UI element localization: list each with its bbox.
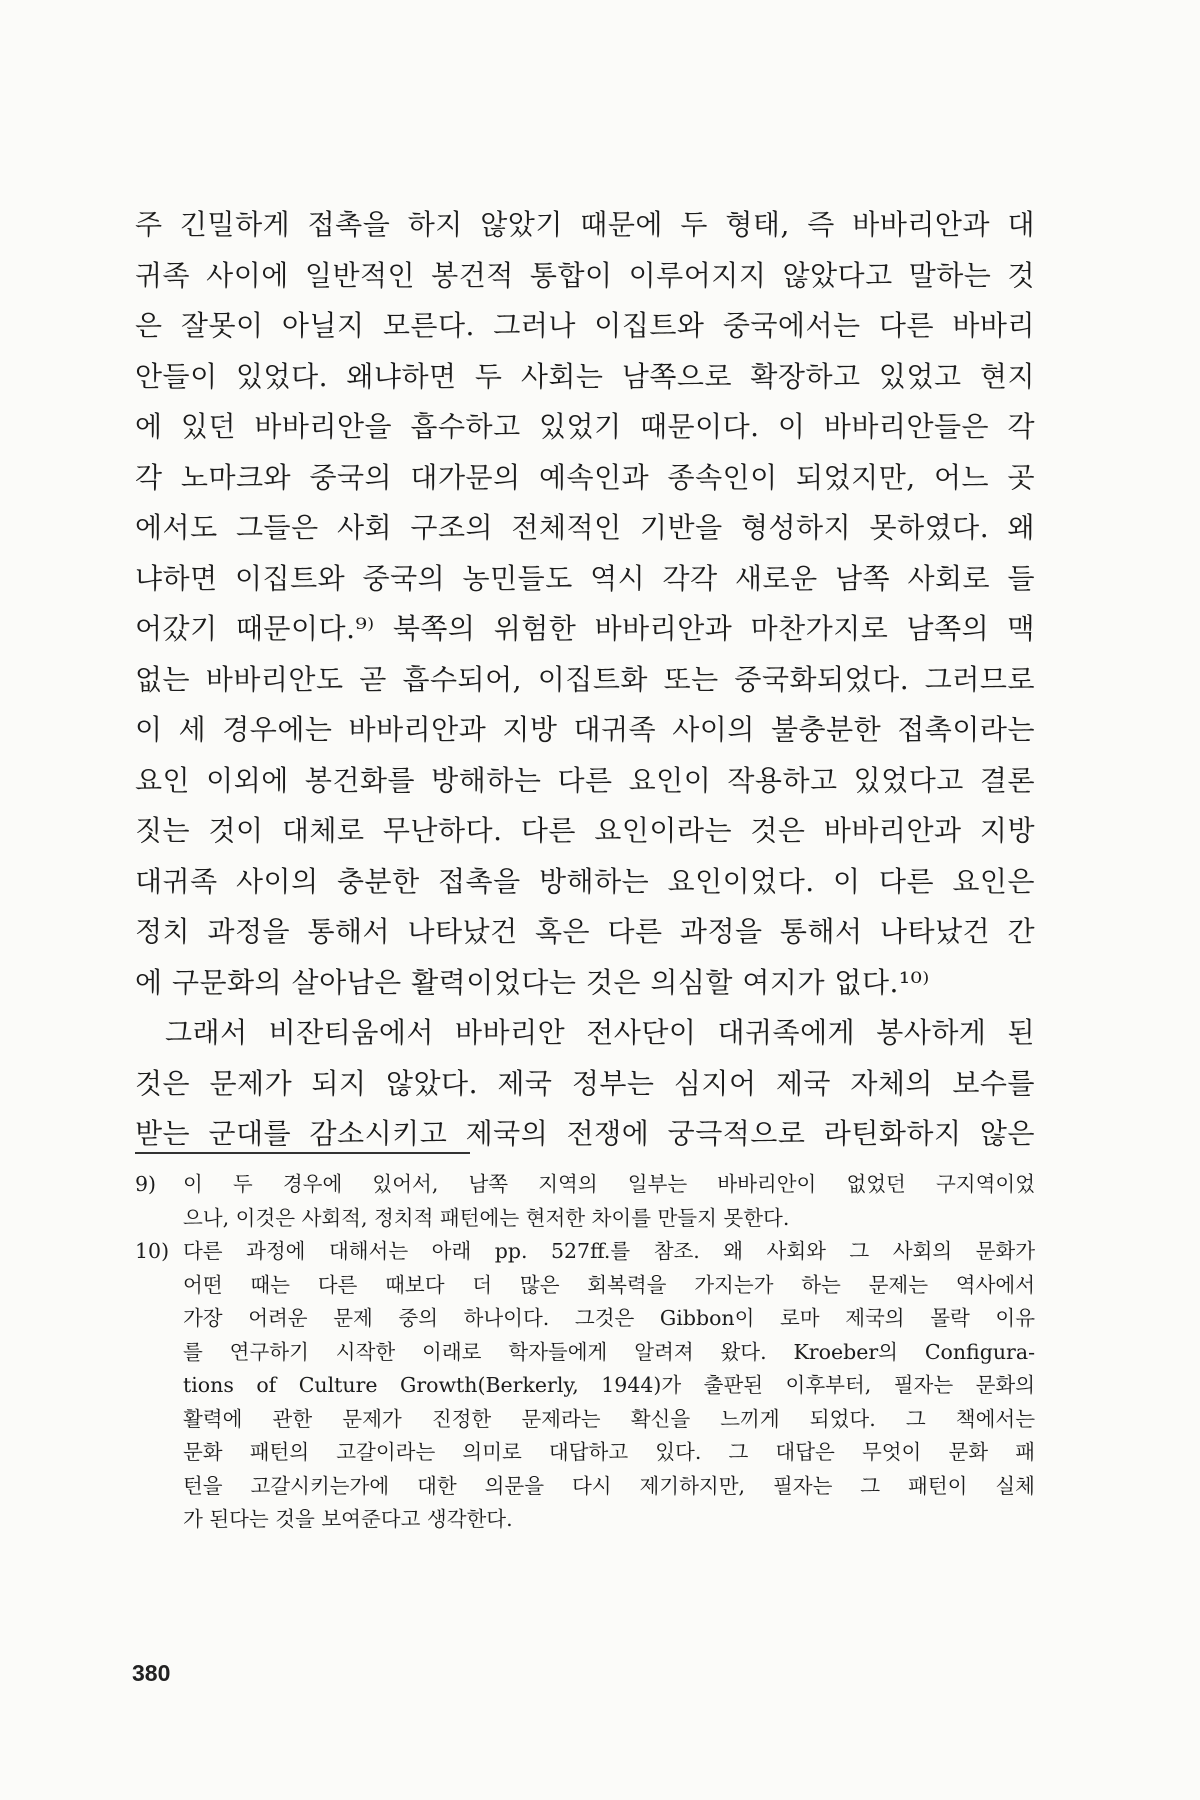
footnote-10-line xyxy=(135,1235,1035,1269)
text-line: 이 세 경우에는 바바리안과 지방 대귀족 사이의 불충분한 접촉이라는 xyxy=(135,713,1035,746)
footnote-9-text: 으나, 이것은 사회적, 정치적 패턴에는 현저한 차이를 만들지 못한다. xyxy=(183,1205,790,1230)
text-line: 에 있던 바바리안을 흡수하고 있었기 때문이다. 이 바바리안들은 각 xyxy=(135,410,1035,443)
text-line: 각 노마크와 중국의 대가문의 예속인과 종속인이 되었지만, 어느 곳 xyxy=(135,460,1035,494)
text-line: 안들이 있었다. 왜냐하면 두 사회는 남쪽으로 확장하고 있었고 현지 xyxy=(135,359,1035,393)
text-line: 받는 군대를 감소시키고 제국의 전쟁에 궁극적으로 라틴화하지 않은 xyxy=(135,1117,1035,1150)
text-line: 은 잘못이 아닐지 모른다. 그러나 이집트와 중국에서는 다른 바바리 xyxy=(135,309,1035,342)
footnote-10-text: 다른 과정에 대해서는 아래 pp. 527ff.를 참조. 왜 사회와 그 사회의 문화가 xyxy=(183,1239,1035,1263)
footnote-10-text: 활력에 관한 문제가 진정한 문제라는 확신을 느끼게 되었다. 그 책에서는 xyxy=(183,1406,1035,1431)
text-line: 것은 문제가 되지 않았다. 제국 정부는 심지어 제국 자체의 보수를 xyxy=(135,1066,1035,1100)
footnote-10-text: 가장 어려운 문제 중의 하나이다. 그것은 Gibbon이 로마 제국의 몰락 이유 xyxy=(183,1306,1035,1330)
text-line: 대귀족 사이의 충분한 접촉을 방해하는 요인이었다. 이 다른 요인은 xyxy=(135,864,1035,898)
paragraph-start-line: 그래서 비잔티움에서 바바리안 전사단이 대귀족에게 봉사하게 된 xyxy=(165,1016,1035,1049)
text-line: 없는 바바리안도 곧 흡수되어, 이집트화 또는 중국화되었다. 그러므로 xyxy=(135,662,1035,696)
footnote-9-label: 9) xyxy=(135,1172,157,1196)
text-line: 어갔기 때문이다.⁹⁾ 북쪽의 위험한 바바리안과 마찬가지로 남쪽의 맥 xyxy=(135,612,1035,645)
text-line: 주 긴밀하게 접촉을 하지 않았기 때문에 두 형태, 즉 바바리안과 대 xyxy=(135,208,1035,241)
main-text xyxy=(135,200,1035,1160)
footnote-10-text: 턴을 고갈시키는가에 대한 의문을 다시 제기하지만, 필자는 그 패턴이 실체 xyxy=(183,1473,1035,1498)
footnote-10-text: 어떤 때는 다른 때보다 더 많은 회복력을 가지는가 하는 문제는 역사에서 xyxy=(183,1272,1035,1297)
text-line: 정치 과정을 통해서 나타났건 혹은 다른 과정을 통해서 나타났건 간 xyxy=(135,915,1035,948)
footnote-10-label: 10) xyxy=(135,1239,170,1263)
page-number: 380 xyxy=(132,1660,171,1686)
text-line: 요인 이외에 봉건화를 방해하는 다른 요인이 작용하고 있었다고 결론 xyxy=(135,763,1035,797)
text-line: 귀족 사이에 일반적인 봉건적 통합이 이루어지지 않았다고 말하는 것 xyxy=(135,258,1035,292)
footnote-10-text: tions of Culture Growth(Berkerly, 1944)가 출판된 이후부터, 필자는 문화의 xyxy=(183,1373,1035,1397)
footnote-divider xyxy=(135,1152,470,1154)
footnote-10-text: 를 연구하기 시작한 이래로 학자들에게 알려져 왔다. Kroeber의 Configura- xyxy=(183,1339,1035,1364)
text-line: 짓는 것이 대체로 무난하다. 다른 요인이라는 것은 바바리안과 지방 xyxy=(135,814,1035,847)
footnote-9-line xyxy=(135,1168,1035,1202)
footnote-10-text: 문화 패턴의 고갈이라는 의미로 대답하고 있다. 그 대답은 무엇이 문화 패 xyxy=(183,1440,1035,1464)
footnote-9-text: 이 두 경우에 있어서, 남쪽 지역의 일부는 바바리안이 없었던 구지역이었 xyxy=(183,1172,1035,1196)
text-line: 냐하면 이집트와 중국의 농민들도 역시 각각 새로운 남쪽 사회로 들 xyxy=(135,561,1035,595)
footnote-10-text: 가 된다는 것을 보여준다고 생각한다. xyxy=(183,1507,513,1531)
footnotes xyxy=(135,1168,1035,1537)
text-line: 에 구문화의 살아남은 활력이었다는 것은 의심할 여지가 없다.¹⁰⁾ xyxy=(135,965,930,999)
text-line: 에서도 그들은 사회 구조의 전체적인 기반을 형성하지 못하였다. 왜 xyxy=(135,511,1035,544)
